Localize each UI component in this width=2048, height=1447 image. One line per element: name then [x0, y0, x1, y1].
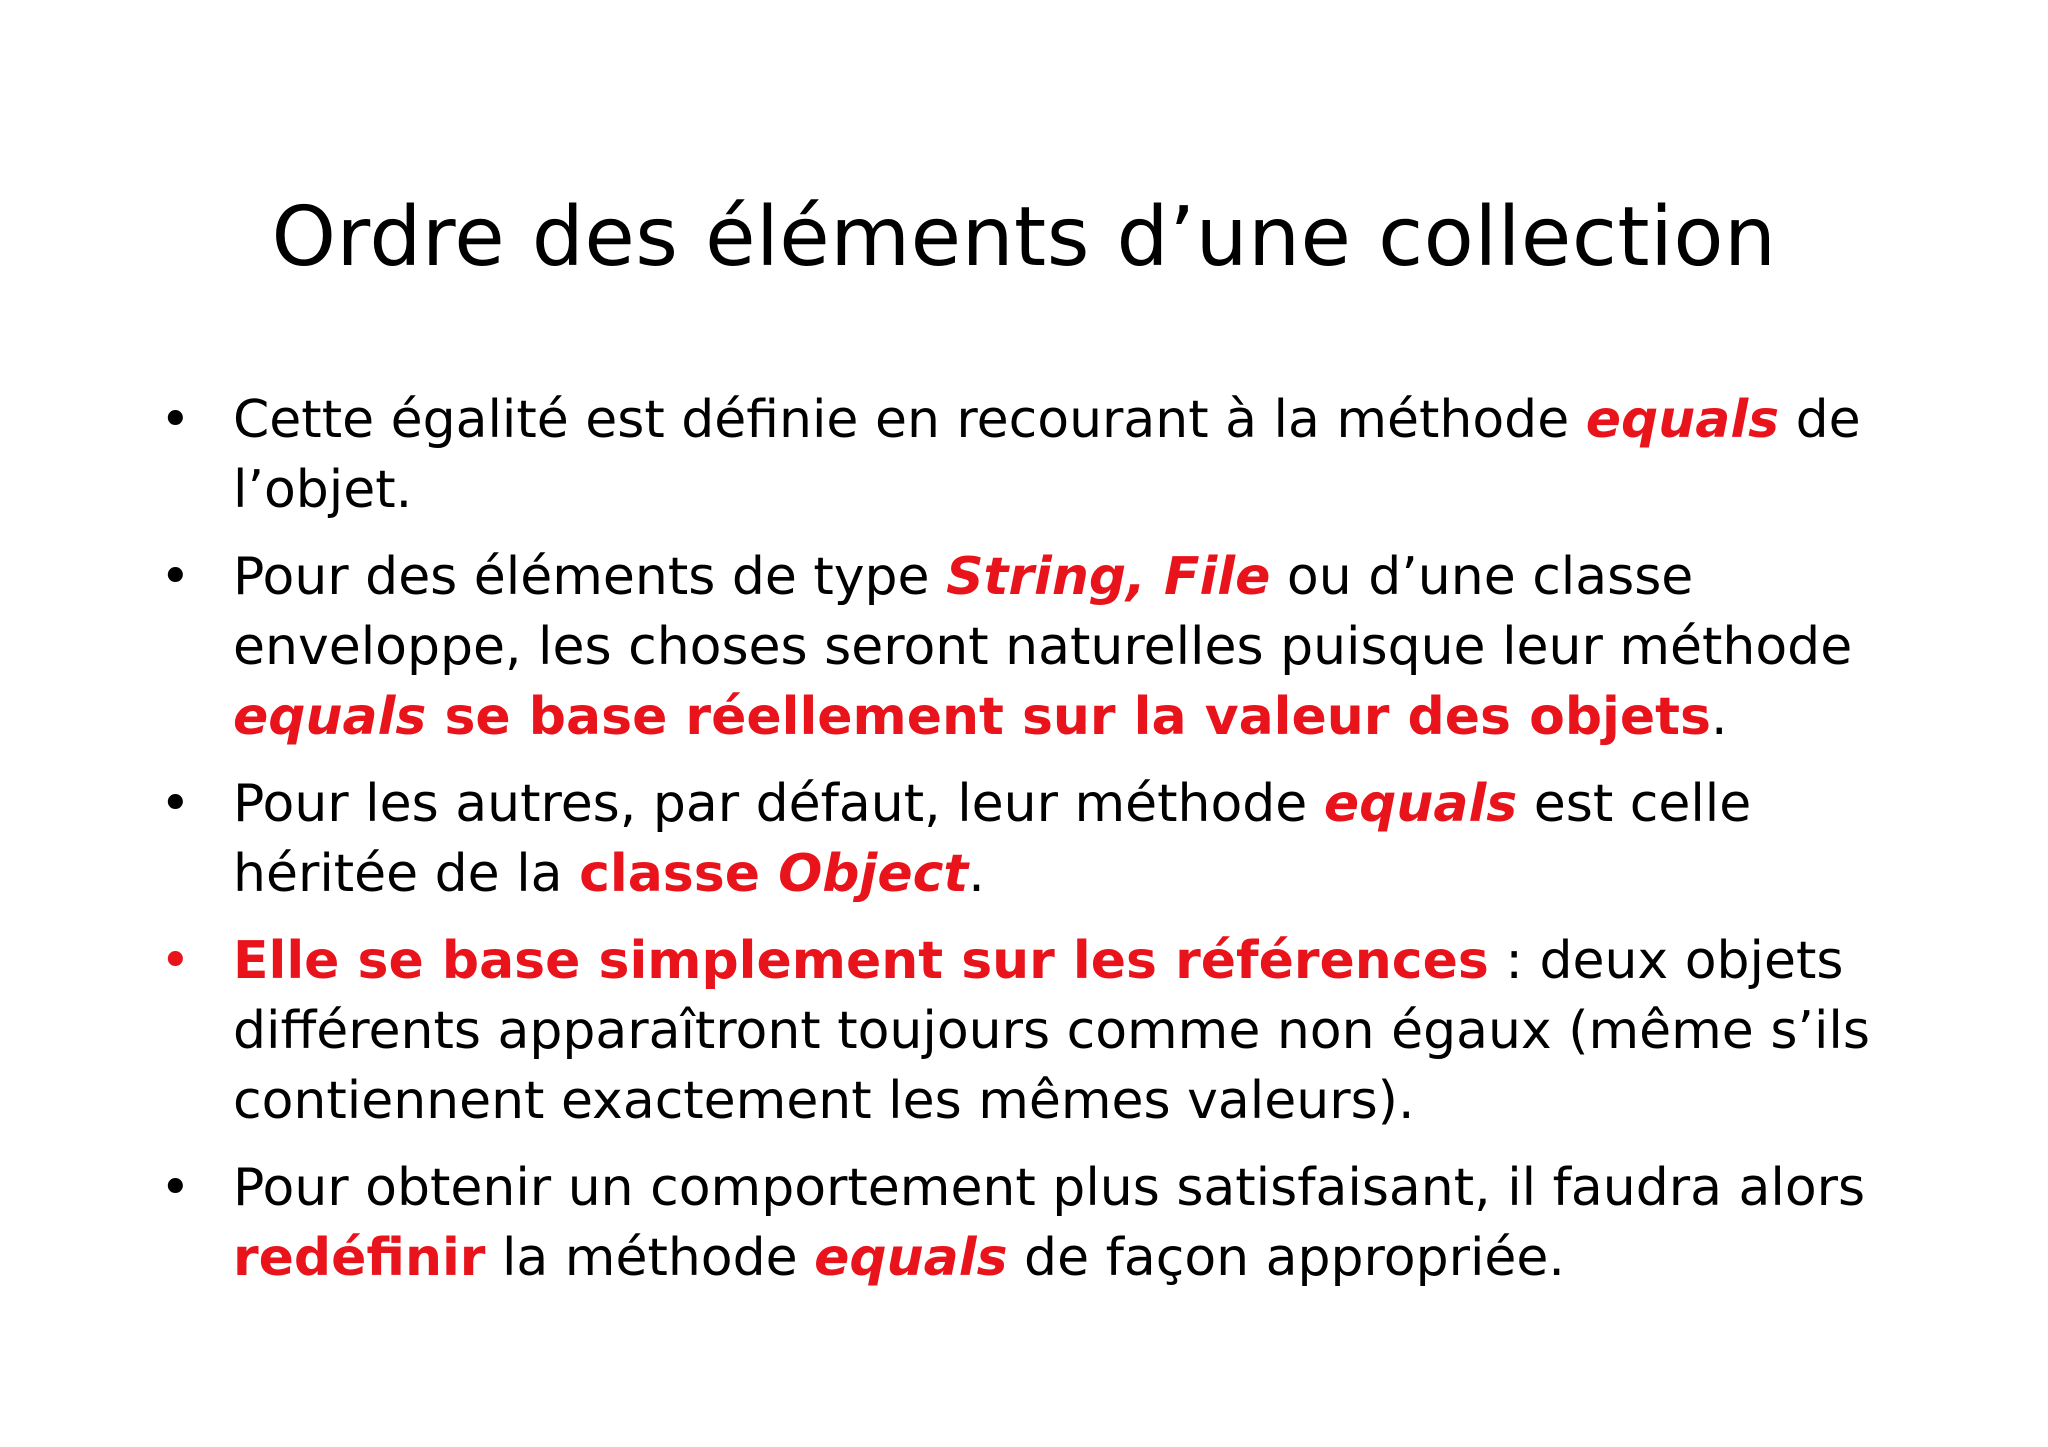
bullet-item [160, 1153, 1910, 1293]
bullet-text: Pour obtenir un comportement plus satisfaisant, il faudra alors [233, 1158, 1866, 1218]
keyword-equals: equals [1585, 390, 1780, 450]
bullet-text: ou d’une classe enveloppe, les choses seront naturelles puisque leur méthode [233, 547, 1853, 677]
bullet-text: : deux objets différents apparaîtront toujours comme non égaux (même s’ils contiennent exactement les mêmes valeurs). [233, 931, 1870, 1131]
bullet-text: . [968, 844, 985, 904]
keyword-redefinir: redéfinir [233, 1228, 486, 1288]
bullet-item [160, 769, 1910, 909]
bullet-text: Pour des éléments de type [233, 547, 947, 607]
bullet-dot-icon: • [160, 1158, 191, 1218]
bullet-text: de l’objet. [233, 390, 1861, 520]
keyword-equals: equals [1323, 774, 1518, 834]
bullet-item [160, 385, 1910, 525]
keyword-equals: equals [233, 687, 427, 747]
bullet-dot-icon: • [160, 390, 191, 450]
bullet-text: est celle héritée de la [233, 774, 1752, 904]
bullet-dot-icon: • [160, 547, 191, 607]
bullet-text: la méthode [485, 1228, 815, 1288]
keyword-object: Object [778, 844, 969, 904]
highlight-text: Elle se base simplement sur les références [233, 931, 1489, 991]
bullet-text: . [1710, 687, 1728, 747]
highlight-text: se base réellement sur la valeur des objets [426, 687, 1711, 747]
bullet-item [160, 926, 1910, 1136]
bullet-list [160, 385, 1910, 1310]
bullet-item [160, 542, 1910, 752]
bullet-text: de façon appropriée. [1007, 1228, 1565, 1288]
keyword-equals: equals [814, 1228, 1008, 1288]
bullet-text: Pour les autres, par défaut, leur méthode [233, 774, 1324, 834]
bullet-dot-icon: • [160, 931, 191, 991]
slide-title: Ordre des éléments d’une collection [271, 190, 1777, 285]
bullet-text: Cette égalité est définie en recourant à la méthode [233, 390, 1586, 450]
bullet-dot-icon: • [160, 774, 191, 834]
highlight-text: classe [579, 844, 779, 904]
keyword-string-file: String, File [946, 547, 1271, 607]
